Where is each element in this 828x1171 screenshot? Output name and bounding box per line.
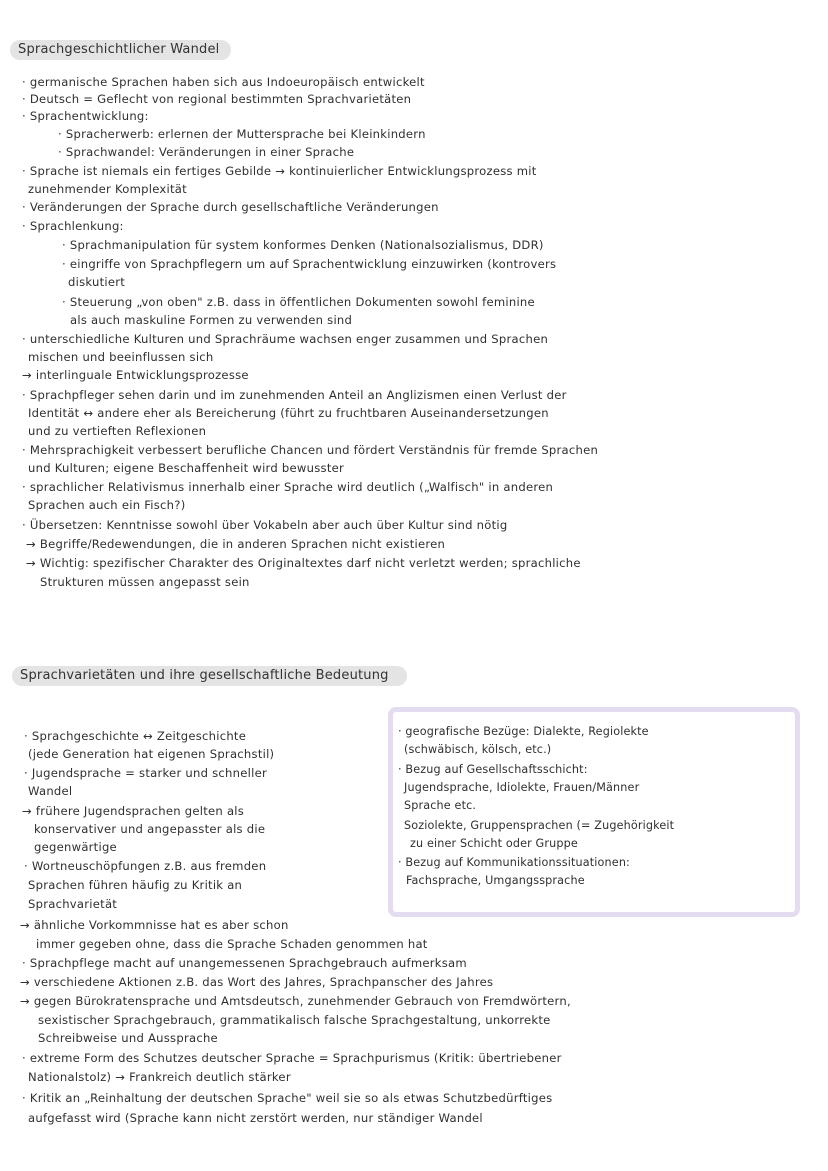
section-title-sprachwandel: Sprachgeschichtlicher Wandel [10,40,231,60]
note-line: sexistischer Sprachgebrauch, grammatikalisch falsche Sprachgestaltung, unkorrekte [38,1013,551,1027]
note-line: Identität ↔ andere eher als Bereicherung (führt zu fruchtbaren Auseinandersetzungen [28,406,549,420]
note-line: · Kritik an „Reinhaltung der deutschen Sprache" weil sie so als etwas Schutzbedürftiges [22,1091,553,1105]
note-line: und zu vertieften Reflexionen [28,424,207,438]
note-line: aufgefasst wird (Sprache kann nicht zerstört werden, nur ständiger Wandel [28,1111,483,1125]
note-line: · Jugendsprache = starker und schneller [24,766,267,780]
box-line: (schwäbisch, kölsch, etc.) [404,743,552,756]
note-line: zunehmender Komplexität [28,182,187,196]
box-line: zu einer Schicht oder Gruppe [410,837,578,850]
note-line: · Mehrsprachigkeit verbessert berufliche Chancen und fördert Verständnis für fremde Sprachen [22,443,599,457]
note-line: · Sprachpflege macht auf unangemessenen Sprachgebrauch aufmerksam [22,956,467,970]
box-line: Soziolekte, Gruppensprachen (= Zugehörigkeit [404,819,675,832]
note-line: → Begriffe/Redewendungen, die in anderen Sprachen nicht existieren [26,537,446,551]
note-line: · Sprachpfleger sehen darin und im zunehmenden Anteil an Anglizismen einen Verlust der [22,388,567,402]
note-line: konservativer und angepasster als die [34,822,266,836]
note-line: gegenwärtige [34,840,117,854]
note-line: → Wichtig: spezifischer Charakter des Originaltextes darf nicht verletzt werden; sprachliche [26,556,581,570]
note-line: Schreibweise und Aussprache [38,1031,218,1045]
note-line: · Sprachentwicklung: [22,109,149,123]
note-line: Strukturen müssen angepasst sein [40,575,250,589]
note-line: · Steuerung „von oben" z.B. dass in öffentlichen Dokumenten sowohl feminine [62,295,535,309]
note-line: diskutiert [68,275,126,289]
note-line: Sprachvarietät [28,897,118,911]
note-line: → ähnliche Vorkommnisse hat es aber schon [20,918,289,932]
box-line: Fachsprache, Umgangssprache [406,874,585,887]
note-line: · Sprachlenkung: [22,219,124,233]
box-line: · geografische Bezüge: Dialekte, Regiolekte [398,725,649,738]
box-line: · Bezug auf Kommunikationssituationen: [398,856,630,869]
note-line: und Kulturen; eigene Beschaffenheit wird bewusster [28,461,345,475]
note-line: · Deutsch = Geflecht von regional bestimmten Sprachvarietäten [22,92,412,106]
note-line: · Spracherwerb: erlernen der Muttersprache bei Kleinkindern [58,127,426,141]
note-line: Sprachen führen häufig zu Kritik an [28,878,243,892]
note-line: → gegen Bürokratensprache und Amtsdeutsch, zunehmender Gebrauch von Fremdwörtern, [20,994,571,1008]
note-line: · Sprachmanipulation für system konformes Denken (Nationalsozialismus, DDR) [62,238,544,252]
note-line: · unterschiedliche Kulturen und Sprachräume wachsen enger zusammen und Sprachen [22,332,549,346]
note-line: · germanische Sprachen haben sich aus Indoeuropäisch entwickelt [22,75,425,89]
note-line: · Übersetzen: Kenntnisse sowohl über Vokabeln aber auch über Kultur sind nötig [22,518,508,532]
box-line: Jugendsprache, Idiolekte, Frauen/Männer [404,781,640,794]
note-line: als auch maskuline Formen zu verwenden sind [70,313,353,327]
note-line: · Sprachgeschichte ↔ Zeitgeschichte [24,729,247,743]
note-line: Sprachen auch ein Fisch?) [28,498,186,512]
note-line: → frühere Jugendsprachen gelten als [22,804,245,818]
note-line: Nationalstolz) → Frankreich deutlich stärker [28,1070,291,1084]
note-line: Wandel [28,784,73,798]
note-line: → interlinguale Entwicklungsprozesse [22,368,249,382]
note-line: · extreme Form des Schutzes deutscher Sprache = Sprachpurismus (Kritik: übertriebener [22,1051,562,1065]
note-line: · sprachlicher Relativismus innerhalb einer Sprache wird deutlich („Walfisch" in anderen [22,480,554,494]
note-line: → verschiedene Aktionen z.B. das Wort des Jahres, Sprachpanscher des Jahres [20,975,494,989]
note-line: mischen und beeinflussen sich [28,350,214,364]
note-line: · Sprache ist niemals ein fertiges Gebilde → kontinuierlicher Entwicklungsprozess mit [22,164,537,178]
note-line: immer gegeben ohne, dass die Sprache Schaden genommen hat [36,937,428,951]
note-line: · Sprachwandel: Veränderungen in einer Sprache [58,145,355,159]
box-line: Sprache etc. [404,799,477,812]
note-line: · eingriffe von Sprachpflegern um auf Sprachentwicklung einzuwirken (kontrovers [62,257,557,271]
section-title-sprachvarietaeten: Sprachvarietäten und ihre gesellschaftliche Bedeutung [12,666,407,686]
box-line: · Bezug auf Gesellschaftsschicht: [398,763,588,776]
note-line: (jede Generation hat eigenen Sprachstil) [28,747,275,761]
note-line: · Wortneuschöpfungen z.B. aus fremden [24,859,267,873]
note-line: · Veränderungen der Sprache durch gesellschaftliche Veränderungen [22,200,439,214]
